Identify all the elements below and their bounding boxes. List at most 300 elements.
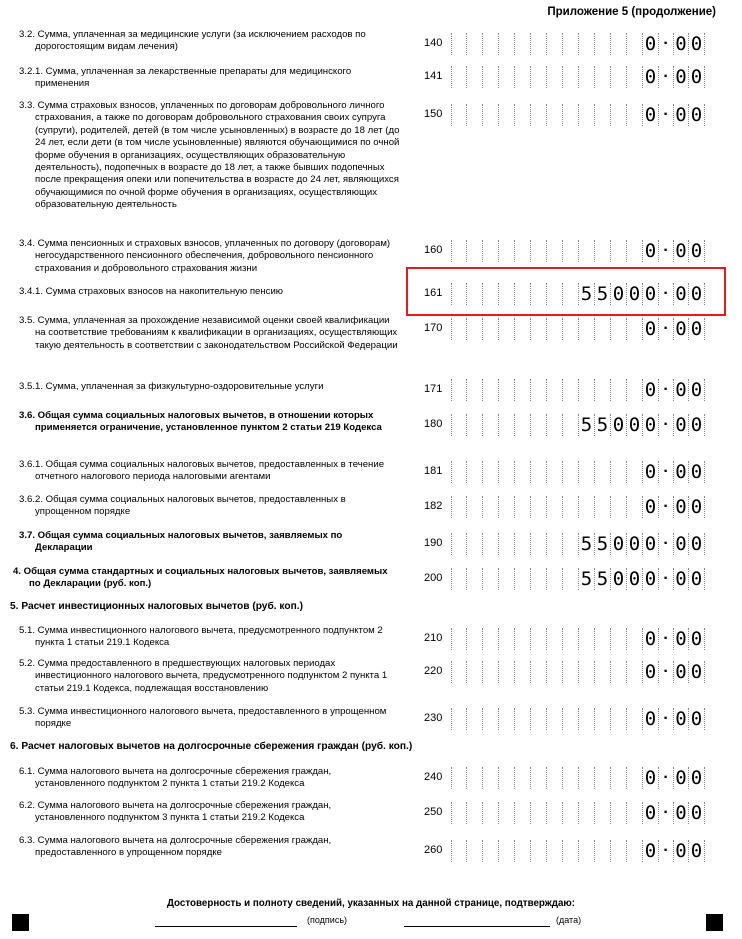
digit-cell[interactable] [467, 802, 483, 824]
digit-cell[interactable] [467, 379, 483, 401]
digit-cell[interactable]: 5 [595, 568, 611, 590]
row-label: 4. Общая сумма стандартных и социальных налоговых вычетов, заявляемых по Декларации (руб. коп.) [13, 566, 388, 590]
digit-cell[interactable] [483, 461, 499, 483]
digit-cell[interactable] [627, 104, 643, 126]
digit-cell[interactable] [563, 533, 579, 555]
digit-cell[interactable]: 0 [627, 414, 643, 436]
digit-cell[interactable] [451, 66, 467, 88]
kopeck-cell[interactable]: 0 [689, 767, 705, 789]
kopeck-cell[interactable]: 0 [689, 104, 705, 126]
digit-cell[interactable] [499, 104, 515, 126]
digit-cell[interactable] [579, 240, 595, 262]
amount-field[interactable] [451, 568, 719, 590]
digit-cell[interactable] [579, 33, 595, 55]
digit-cell[interactable] [531, 496, 547, 518]
digit-cell[interactable] [547, 104, 563, 126]
digit-cell[interactable] [547, 708, 563, 730]
digit-cell[interactable] [499, 33, 515, 55]
digit-cell[interactable] [611, 628, 627, 650]
digit-cell[interactable]: 5 [579, 414, 595, 436]
row-label: 3.3. Сумма страховых взносов, уплаченных по договорам добровольного личного страхования, а также по договорам добровольного страхования своих супруга (супруги), родителей, детей (в том числе усыновленных) в возрасте до 18 лет (до 24 лет, если дети (в том числе усыновленные) являются обучающимися по очной форме обучения в организациях, осуществляющих образовательную деятельность), подопечных в возрасте до 18 лет, а также бывших подопечных после прекращения опеки или попечительства в возрасте до 24 лет, являющихся обучающимися по очной форме обучения в организациях, осуществляющих образовательную деятельность [19, 100, 400, 211]
digit-cell[interactable]: 0 [643, 283, 659, 305]
digit-cell[interactable] [579, 628, 595, 650]
kopeck-cell[interactable]: 0 [673, 840, 689, 862]
digit-cell[interactable] [499, 533, 515, 555]
kopeck-cell[interactable]: 0 [673, 628, 689, 650]
digit-cell[interactable]: 0 [611, 568, 627, 590]
digit-cell[interactable] [515, 661, 531, 683]
digit-cell[interactable] [483, 568, 499, 590]
digit-cell[interactable] [531, 414, 547, 436]
digit-cell[interactable] [595, 708, 611, 730]
digit-cell[interactable] [467, 104, 483, 126]
kopeck-cell[interactable]: 0 [689, 379, 705, 401]
digit-cell[interactable] [595, 767, 611, 789]
digit-cell[interactable] [547, 318, 563, 340]
row-label: 5.2. Сумма предоставленного в предшествующих налоговых периодах инвестиционного налогового вычета, предусмотренного подпунктом 2 пункта 1 статьи 219.1 Кодекса, подлежащая восстановлению [19, 658, 388, 694]
digit-cell[interactable]: 0 [627, 283, 643, 305]
digit-cell[interactable]: 0 [643, 33, 659, 55]
digit-cell[interactable] [499, 461, 515, 483]
digit-cell[interactable] [579, 104, 595, 126]
page-title: Приложение 5 (продолжение) [547, 6, 716, 18]
digit-cell[interactable] [611, 318, 627, 340]
digit-cell[interactable] [531, 661, 547, 683]
kopeck-cell[interactable]: 0 [689, 318, 705, 340]
digit-cell[interactable]: 5 [579, 283, 595, 305]
digit-cell[interactable] [499, 379, 515, 401]
amount-field[interactable] [451, 461, 719, 483]
digit-cell[interactable] [451, 628, 467, 650]
digit-cell[interactable] [531, 708, 547, 730]
amount-field[interactable] [451, 104, 719, 126]
line-code: 150 [424, 108, 443, 120]
amount-field[interactable] [451, 802, 719, 824]
corner-marker-right [706, 914, 723, 931]
digit-cell[interactable] [579, 461, 595, 483]
digit-cell[interactable] [451, 240, 467, 262]
kopeck-cell[interactable]: 0 [673, 568, 689, 590]
digit-cell[interactable] [627, 767, 643, 789]
kopeck-cell[interactable]: 0 [689, 33, 705, 55]
digit-cell[interactable] [627, 66, 643, 88]
digit-cell[interactable] [451, 104, 467, 126]
digit-cell[interactable]: 0 [643, 496, 659, 518]
digit-cell[interactable] [467, 767, 483, 789]
digit-cell[interactable] [451, 33, 467, 55]
digit-cell[interactable]: 5 [579, 533, 595, 555]
kopeck-cell[interactable]: 0 [689, 840, 705, 862]
digit-cell[interactable]: 0 [643, 66, 659, 88]
digit-cell[interactable] [483, 318, 499, 340]
digit-cell[interactable] [515, 379, 531, 401]
digit-cell[interactable] [563, 33, 579, 55]
digit-cell[interactable] [563, 767, 579, 789]
kopeck-cell[interactable]: 0 [689, 414, 705, 436]
digit-cell[interactable] [499, 767, 515, 789]
digit-cell[interactable] [579, 318, 595, 340]
digit-cell[interactable] [579, 496, 595, 518]
digit-cell[interactable] [451, 414, 467, 436]
digit-cell[interactable] [579, 661, 595, 683]
digit-cell[interactable] [547, 414, 563, 436]
digit-cell[interactable] [547, 767, 563, 789]
digit-cell[interactable] [531, 840, 547, 862]
kopeck-cell[interactable]: 0 [673, 240, 689, 262]
digit-cell[interactable] [627, 33, 643, 55]
digit-cell[interactable] [451, 802, 467, 824]
digit-cell[interactable] [499, 318, 515, 340]
digit-cell[interactable]: 0 [643, 802, 659, 824]
digit-cell[interactable] [563, 661, 579, 683]
kopeck-cell[interactable]: 0 [689, 496, 705, 518]
digit-cell[interactable] [563, 104, 579, 126]
digit-cell[interactable] [515, 568, 531, 590]
digit-cell[interactable] [467, 461, 483, 483]
digit-cell[interactable] [467, 840, 483, 862]
digit-cell[interactable]: 0 [643, 104, 659, 126]
digit-cell[interactable] [595, 840, 611, 862]
amount-field[interactable] [451, 33, 719, 55]
kopeck-cell[interactable]: 0 [689, 461, 705, 483]
digit-cell[interactable] [515, 628, 531, 650]
digit-cell[interactable] [611, 767, 627, 789]
decimal-separator: · [663, 804, 669, 821]
digit-cell[interactable] [467, 33, 483, 55]
digit-cell[interactable]: 5 [579, 568, 595, 590]
digit-cell[interactable] [611, 66, 627, 88]
digit-cell[interactable] [467, 240, 483, 262]
digit-cell[interactable] [499, 240, 515, 262]
digit-cell[interactable] [563, 496, 579, 518]
digit-cell[interactable] [483, 661, 499, 683]
kopeck-cell[interactable]: 0 [689, 66, 705, 88]
kopeck-cell[interactable]: 0 [689, 283, 705, 305]
kopeck-cell[interactable]: 0 [673, 708, 689, 730]
digit-cell[interactable] [467, 708, 483, 730]
digit-cell[interactable] [483, 496, 499, 518]
corner-marker-left [12, 914, 29, 931]
kopeck-cell[interactable]: 0 [673, 318, 689, 340]
digit-cell[interactable]: 0 [627, 533, 643, 555]
amount-field[interactable] [451, 240, 719, 262]
kopeck-cell[interactable]: 0 [689, 708, 705, 730]
digit-cell[interactable] [547, 628, 563, 650]
amount-field[interactable] [451, 767, 719, 789]
digit-cell[interactable] [515, 496, 531, 518]
digit-cell[interactable] [579, 66, 595, 88]
kopeck-cell[interactable]: 0 [673, 496, 689, 518]
digit-cell[interactable] [483, 802, 499, 824]
digit-cell[interactable] [515, 240, 531, 262]
digit-cell[interactable] [515, 318, 531, 340]
digit-cell[interactable]: 0 [643, 379, 659, 401]
digit-cell[interactable] [595, 104, 611, 126]
digit-cell[interactable]: 5 [595, 533, 611, 555]
digit-cell[interactable] [515, 840, 531, 862]
digit-cell[interactable] [515, 802, 531, 824]
digit-cell[interactable] [563, 708, 579, 730]
digit-cell[interactable] [547, 461, 563, 483]
digit-cell[interactable] [547, 568, 563, 590]
digit-cell[interactable] [547, 802, 563, 824]
digit-cell[interactable] [611, 461, 627, 483]
digit-cell[interactable] [547, 533, 563, 555]
kopeck-cell[interactable]: 0 [673, 661, 689, 683]
digit-cell[interactable]: 0 [643, 414, 659, 436]
digit-cell[interactable] [451, 379, 467, 401]
digit-cell[interactable] [467, 414, 483, 436]
digit-cell[interactable] [595, 240, 611, 262]
digit-cell[interactable] [451, 767, 467, 789]
digit-cell[interactable]: 0 [611, 414, 627, 436]
digit-cell[interactable]: 0 [627, 568, 643, 590]
row-label: 3.6. Общая сумма социальных налоговых вычетов, в отношении которых применяется ограничение, установленное пунктом 2 статьи 219 Кодекса [19, 410, 382, 434]
date-line[interactable] [404, 926, 550, 927]
digit-cell[interactable] [595, 628, 611, 650]
kopeck-cell[interactable]: 0 [689, 533, 705, 555]
digit-cell[interactable] [595, 33, 611, 55]
kopeck-cell[interactable]: 0 [689, 240, 705, 262]
digit-cell[interactable] [595, 379, 611, 401]
amount-field[interactable] [451, 66, 719, 88]
amount-field[interactable] [451, 379, 719, 401]
row-label: 3.7. Общая сумма социальных налоговых вычетов, заявляемых по Декларации [19, 530, 343, 554]
digit-cell[interactable] [499, 414, 515, 436]
kopeck-cell[interactable]: 0 [673, 66, 689, 88]
digit-cell[interactable] [467, 318, 483, 340]
digit-cell[interactable] [563, 66, 579, 88]
line-code: 210 [424, 632, 443, 644]
digit-cell[interactable] [483, 104, 499, 126]
digit-cell[interactable] [531, 379, 547, 401]
digit-cell[interactable]: 0 [643, 661, 659, 683]
digit-cell[interactable] [531, 533, 547, 555]
digit-cell[interactable] [531, 568, 547, 590]
digit-cell[interactable] [579, 802, 595, 824]
kopeck-cell[interactable]: 0 [673, 533, 689, 555]
digit-cell[interactable] [563, 461, 579, 483]
digit-cell[interactable] [627, 661, 643, 683]
kopeck-cell[interactable]: 0 [673, 33, 689, 55]
digit-cell[interactable] [467, 568, 483, 590]
digit-cell[interactable] [451, 840, 467, 862]
digit-cell[interactable] [515, 104, 531, 126]
digit-cell[interactable]: 0 [643, 533, 659, 555]
amount-field[interactable] [451, 840, 719, 862]
digit-cell[interactable] [547, 379, 563, 401]
digit-cell[interactable]: 0 [643, 840, 659, 862]
digit-cell[interactable] [563, 840, 579, 862]
digit-cell[interactable] [515, 66, 531, 88]
digit-cell[interactable] [627, 628, 643, 650]
digit-cell[interactable] [611, 379, 627, 401]
digit-cell[interactable] [547, 66, 563, 88]
digit-cell[interactable] [483, 240, 499, 262]
digit-cell[interactable] [451, 461, 467, 483]
digit-cell[interactable] [515, 708, 531, 730]
digit-cell[interactable] [515, 33, 531, 55]
digit-cell[interactable] [563, 240, 579, 262]
digit-cell[interactable] [611, 661, 627, 683]
decimal-separator: · [663, 463, 669, 480]
digit-cell[interactable]: 0 [643, 318, 659, 340]
digit-cell[interactable] [627, 708, 643, 730]
line-code: 260 [424, 844, 443, 856]
digit-cell[interactable] [467, 496, 483, 518]
digit-cell[interactable] [563, 802, 579, 824]
amount-field[interactable] [451, 661, 719, 683]
digit-cell[interactable] [595, 802, 611, 824]
digit-cell[interactable] [547, 840, 563, 862]
digit-cell[interactable]: 0 [643, 568, 659, 590]
digit-cell[interactable] [595, 461, 611, 483]
digit-cell[interactable] [627, 840, 643, 862]
digit-cell[interactable] [499, 708, 515, 730]
digit-cell[interactable] [627, 318, 643, 340]
digit-cell[interactable] [515, 767, 531, 789]
digit-cell[interactable] [611, 33, 627, 55]
digit-cell[interactable] [627, 802, 643, 824]
kopeck-cell[interactable]: 0 [673, 802, 689, 824]
digit-cell[interactable] [531, 802, 547, 824]
kopeck-cell[interactable]: 0 [689, 628, 705, 650]
digit-cell[interactable]: 0 [643, 240, 659, 262]
digit-cell[interactable] [483, 379, 499, 401]
line-code: 171 [424, 383, 443, 395]
digit-cell[interactable] [467, 661, 483, 683]
digit-cell[interactable] [627, 461, 643, 483]
kopeck-cell[interactable]: 0 [673, 414, 689, 436]
digit-cell[interactable] [451, 533, 467, 555]
digit-cell[interactable] [499, 628, 515, 650]
digit-cell[interactable] [515, 461, 531, 483]
digit-cell[interactable] [547, 33, 563, 55]
digit-cell[interactable] [499, 661, 515, 683]
digit-cell[interactable] [531, 33, 547, 55]
digit-cell[interactable] [483, 767, 499, 789]
digit-cell[interactable] [499, 496, 515, 518]
digit-cell[interactable]: 0 [611, 283, 627, 305]
digit-cell[interactable] [515, 414, 531, 436]
digit-cell[interactable] [467, 628, 483, 650]
digit-cell[interactable] [499, 66, 515, 88]
digit-cell[interactable] [483, 628, 499, 650]
digit-cell[interactable] [627, 496, 643, 518]
digit-cell[interactable]: 0 [611, 533, 627, 555]
digit-cell[interactable] [547, 496, 563, 518]
row-label: 6.1. Сумма налогового вычета на долгосрочные сбережения граждан, установленного подпунктом 2 пункта 1 статьи 219.2 Кодекса [19, 766, 332, 790]
digit-cell[interactable]: 5 [595, 414, 611, 436]
digit-cell[interactable] [467, 533, 483, 555]
digit-cell[interactable] [563, 628, 579, 650]
digit-cell[interactable] [611, 840, 627, 862]
digit-cell[interactable] [451, 318, 467, 340]
line-code: 180 [424, 418, 443, 430]
amount-field[interactable] [451, 628, 719, 650]
digit-cell[interactable] [515, 533, 531, 555]
digit-cell[interactable] [531, 66, 547, 88]
kopeck-cell[interactable]: 0 [673, 379, 689, 401]
amount-field[interactable] [451, 496, 719, 518]
digit-cell[interactable] [451, 568, 467, 590]
digit-cell[interactable]: 0 [643, 708, 659, 730]
amount-field[interactable] [451, 318, 719, 340]
digit-cell[interactable] [531, 767, 547, 789]
digit-cell[interactable] [531, 628, 547, 650]
digit-cell[interactable] [483, 708, 499, 730]
digit-cell[interactable] [611, 104, 627, 126]
digit-cell[interactable] [531, 104, 547, 126]
digit-cell[interactable] [483, 533, 499, 555]
digit-cell[interactable] [531, 318, 547, 340]
digit-cell[interactable] [451, 661, 467, 683]
digit-cell[interactable] [595, 318, 611, 340]
digit-cell[interactable] [499, 802, 515, 824]
digit-cell[interactable] [547, 661, 563, 683]
digit-cell[interactable]: 5 [595, 283, 611, 305]
kopeck-cell[interactable]: 0 [689, 568, 705, 590]
digit-cell[interactable] [611, 496, 627, 518]
digit-cell[interactable] [611, 802, 627, 824]
digit-cell[interactable] [547, 240, 563, 262]
row-label: 5.3. Сумма инвестиционного налогового вычета, предоставленного в упрощенном порядке [19, 706, 387, 730]
kopeck-cell[interactable]: 0 [689, 802, 705, 824]
amount-field[interactable] [451, 414, 719, 436]
kopeck-cell[interactable]: 0 [689, 661, 705, 683]
digit-cell[interactable] [451, 708, 467, 730]
digit-cell[interactable] [579, 840, 595, 862]
kopeck-cell[interactable]: 0 [673, 767, 689, 789]
digit-cell[interactable] [579, 379, 595, 401]
digit-cell[interactable] [595, 661, 611, 683]
digit-cell[interactable]: 0 [643, 461, 659, 483]
digit-cell[interactable] [595, 66, 611, 88]
amount-field[interactable] [451, 708, 719, 730]
digit-cell[interactable] [499, 568, 515, 590]
digit-cell[interactable] [483, 66, 499, 88]
digit-cell[interactable] [611, 240, 627, 262]
digit-cell[interactable] [627, 240, 643, 262]
digit-cell[interactable] [563, 379, 579, 401]
digit-cell[interactable] [483, 414, 499, 436]
digit-cell[interactable] [627, 379, 643, 401]
digit-cell[interactable] [483, 33, 499, 55]
kopeck-cell[interactable]: 0 [673, 104, 689, 126]
signature-line[interactable] [155, 926, 297, 927]
digit-cell[interactable] [531, 240, 547, 262]
digit-cell[interactable] [483, 840, 499, 862]
row-label: 3.5. Сумма, уплаченная за прохождение независимой оценки своей квалификации на соответствие требованиям к квалификации в организациях, осуществляющих такую деятельность в соответствии с законодательством Российской Федерации [19, 315, 398, 351]
digit-cell[interactable] [563, 318, 579, 340]
digit-cell[interactable] [563, 568, 579, 590]
digit-cell[interactable]: 0 [643, 767, 659, 789]
amount-field[interactable] [451, 533, 719, 555]
digit-cell[interactable]: 0 [643, 628, 659, 650]
digit-cell[interactable] [467, 66, 483, 88]
kopeck-cell[interactable]: 0 [673, 283, 689, 305]
kopeck-cell[interactable]: 0 [673, 461, 689, 483]
digit-cell[interactable] [499, 840, 515, 862]
digit-cell[interactable] [595, 496, 611, 518]
line-code: 161 [424, 287, 443, 299]
digit-cell[interactable] [563, 414, 579, 436]
digit-cell[interactable] [579, 708, 595, 730]
digit-cell[interactable] [579, 767, 595, 789]
digit-cell[interactable] [611, 708, 627, 730]
digit-cell[interactable] [531, 461, 547, 483]
digit-cell[interactable] [451, 496, 467, 518]
